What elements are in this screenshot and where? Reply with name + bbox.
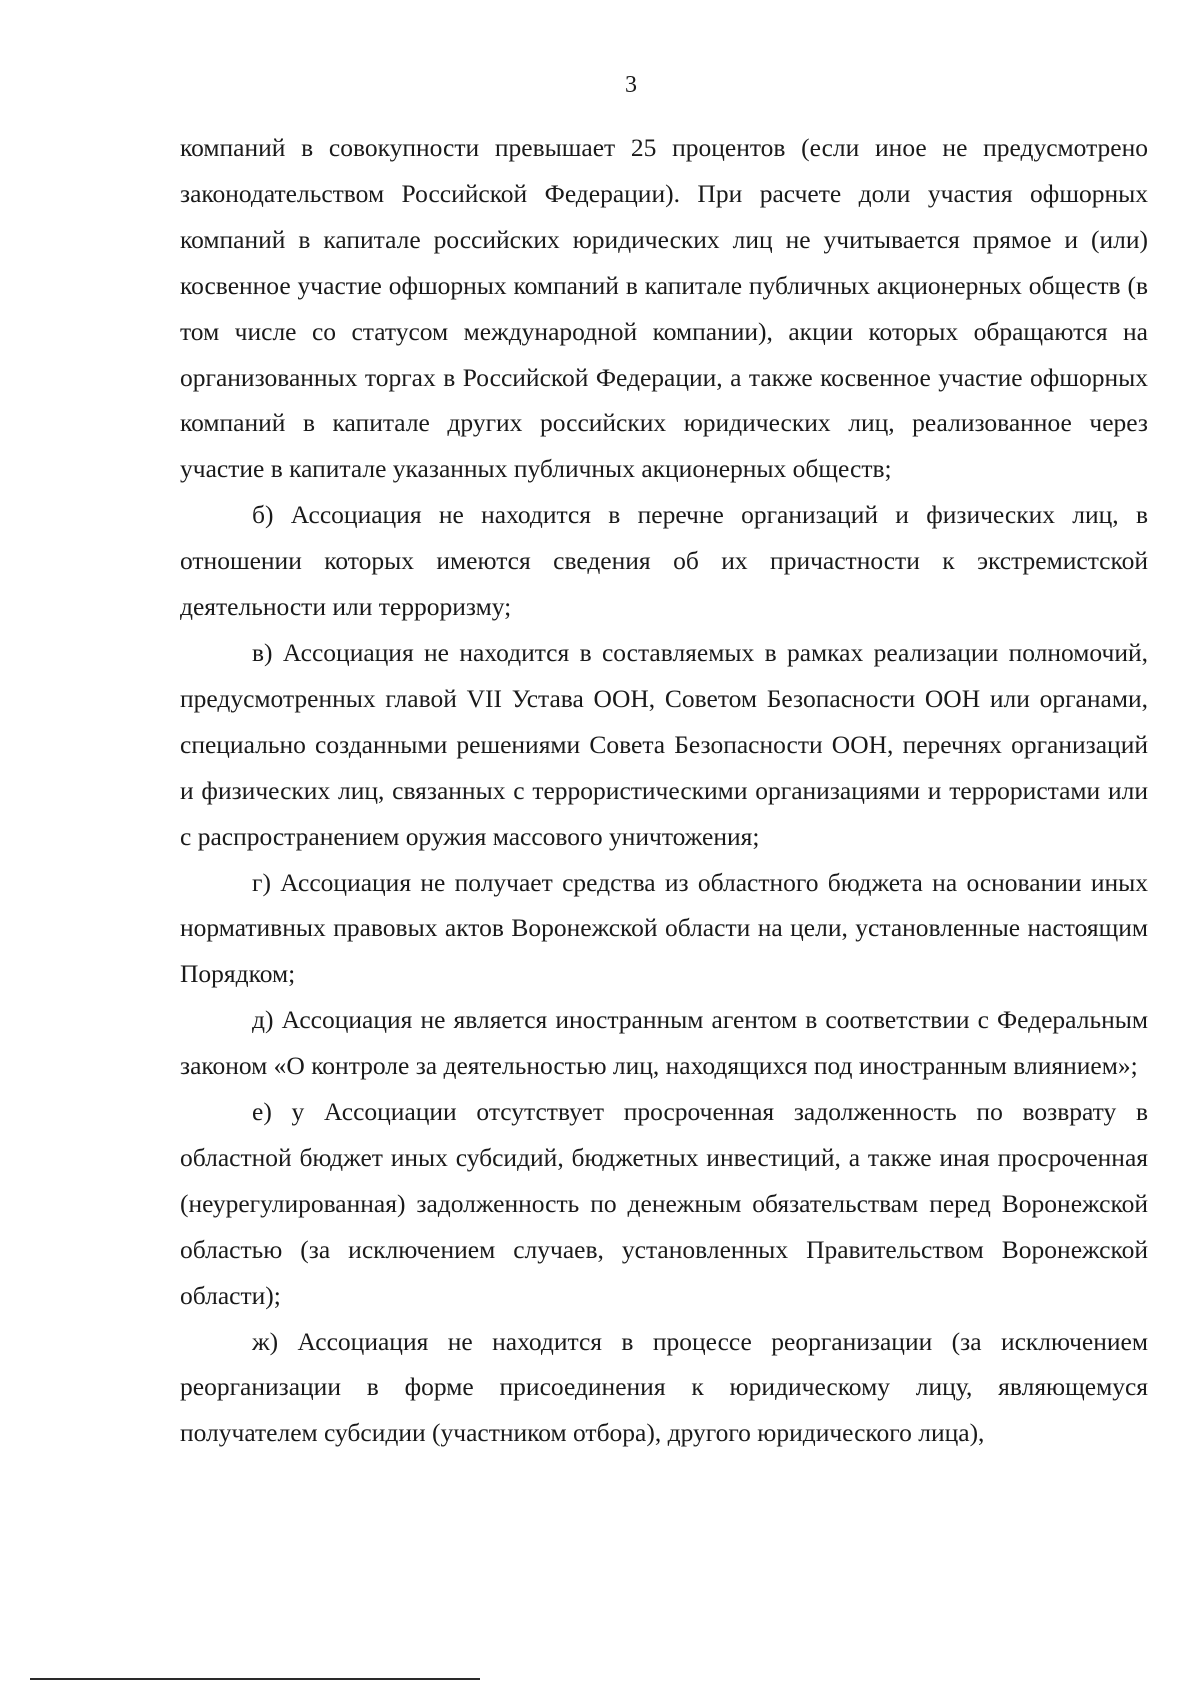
- page-number: 3: [625, 72, 637, 98]
- footer-rule: [30, 1678, 480, 1680]
- paragraph-item-e: е) у Ассоциации отсутствует просроченная задолженность по возврату в областной бюджет иных субсидий, бюджетных инвестиций, а также иная просроченная (неурегулированная) задолженность по денежным обязательствам перед Воронежской областью (за исключением случаев, установленных Правительством Воронежской области);: [180, 1097, 1148, 1310]
- paragraph-item-g: г) Ассоциация не получает средства из областного бюджета на основании иных нормативных правовых актов Воронежской области на цели, установленные настоящим Порядком;: [180, 867, 1148, 989]
- paragraph-item-d: д) Ассоциация не является иностранным агентом в соответствии с Федеральным законом «О контроле за деятельностью лиц, находящихся под иностранным влиянием»;: [180, 1005, 1148, 1081]
- paragraph-item-zh: ж) Ассоциация не находится в процессе реорганизации (за исключением реорганизации в форме присоединения к юридическому лицу, являющемуся получателем субсидии (участником отбора), другого юридического лица),: [180, 1326, 1148, 1448]
- paragraph-item-b: б) Ассоциация не находится в перечне организаций и физических лиц, в отношении которых имеются сведения об их причастности к экстремистской деятельности или терроризму;: [180, 500, 1148, 622]
- paragraph-item-v: в) Ассоциация не находится в составляемых в рамках реализации полномочий, предусмотренных главой VII Устава ООН, Советом Безопасности ООН или органами, специально созданными решениями Совета Безопасности ООН, перечнях организаций и физических лиц, связанных с террористическими организациями и террористами или с распространением оружия массового уничтожения;: [180, 637, 1148, 851]
- document-body: [180, 125, 1148, 1456]
- paragraph-continuation: компаний в совокупности превышает 25 процентов (если иное не предусмотрено законодательством Российской Федерации). При расчете доли участия офшорных компаний в капитале российских юридических лиц не учитывается прямое и (или) косвенное участие офшорных компаний в капитале публичных акционерных обществ (в том числе со статусом международной компании), акции которых обращаются на организованных торгах в Российской Федерации, а также косвенное участие офшорных компаний в капитале других российских юридических лиц, реализованное через участие в капитале указанных публичных акционерных обществ;: [180, 133, 1148, 484]
